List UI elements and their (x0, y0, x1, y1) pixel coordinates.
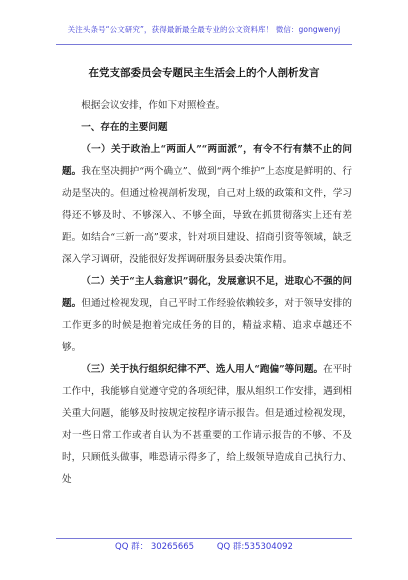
item-1-heading: （一）关于政治上“两面人”“两面派”，有令不行有禁不止的问题。 (62, 144, 352, 177)
item-1-paragraph (62, 139, 352, 271)
item-2-text: 但通过检视发现，自己平时工作经验依赖较多，对于领导安排的工作更多的时候是抱着完成任务的目的，精益求精、追求卓越还不够。 (62, 298, 353, 353)
document-body (62, 95, 352, 491)
footer-qq-1: QQ 群： 30265665 (115, 542, 195, 552)
footer-divider (56, 538, 352, 539)
intro-paragraph: 根据会议安排，作如下对照检查。 (81, 100, 226, 111)
item-3-paragraph (62, 359, 352, 491)
header-divider (56, 44, 352, 45)
document-title: 在党支部委员会专题民主生活会上的个人剖析发言 (88, 67, 320, 79)
footer (0, 540, 408, 552)
item-3-heading: （三）关于执行组织纪律不严、选人用人“跑偏”等问题。 (81, 364, 324, 375)
header-banner: 关注头条号“公文研究”，获得最新最全最专业的公文资料库！ 微信：gongwenyj (67, 25, 341, 34)
item-3-text: 在平时工作中，我能够自觉遵守党的各项纪律，服从组织工作安排，遇到相关重大问题，能够及时按规定按程序请示报告。但是通过检视发现，对一些日常工作或者自认为不甚重要的工作请示报告的不够、不及时，只顾低头做事，唯恐请示得多了，给上级领导造成自己执行力、处 (62, 364, 352, 485)
item-2-paragraph (62, 271, 352, 359)
footer-qq-2: QQ 群:535304092 (216, 542, 293, 552)
item-1-text: 我在坚决拥护“两个确立”、做到“两个维护”上态度是鲜明的、行动是坚决的。但通过检视剖析发现，自己对上级的政策和文件，学习得还不够及时、不够深入、不够全面，导致在抓贯彻落实上还有差距。如结合“三新一高”要求，针对项目建设、招商引资等领域，缺乏深入学习调研，没能很好发挥调研服务县委决策作用。 (62, 166, 353, 265)
section-heading: 一、存在的主要问题 (81, 122, 168, 133)
item-2-heading: （二）关于“主人翁意识”弱化，发展意识不足，进取心不强的问题。 (62, 276, 352, 309)
